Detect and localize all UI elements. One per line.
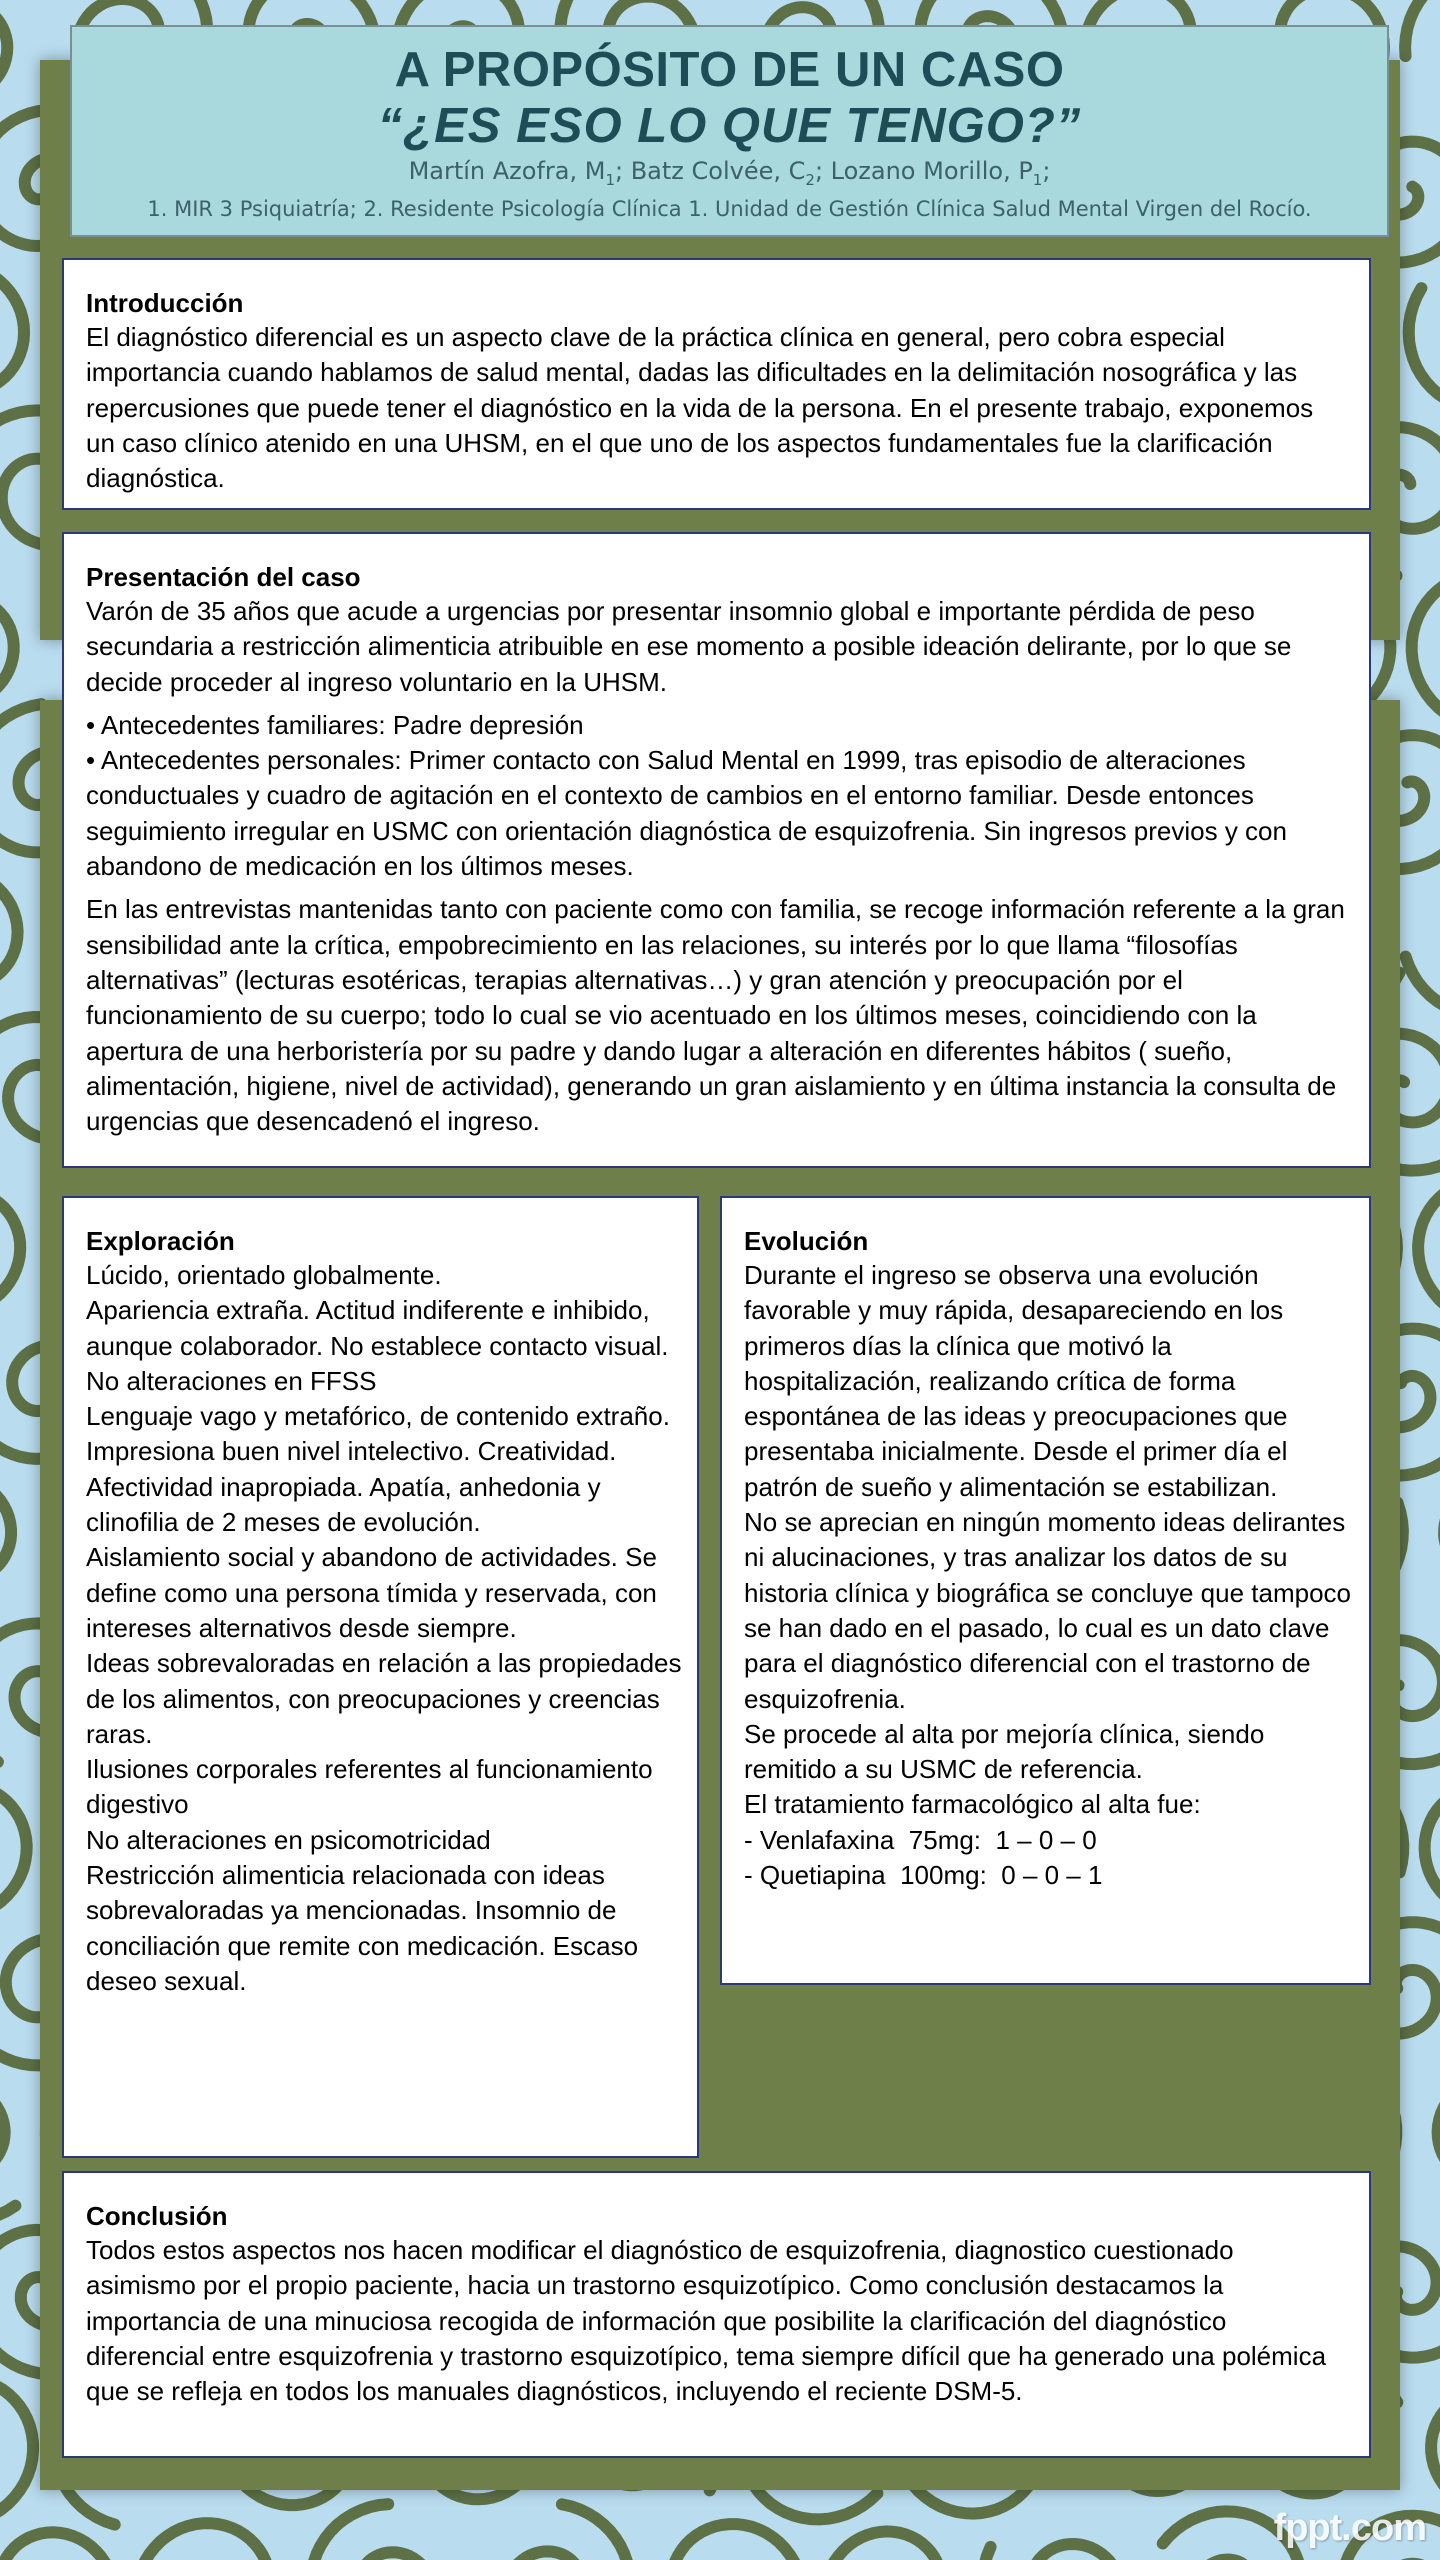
poster-subtitle: “¿ES ESO LO QUE TENGO?”: [377, 99, 1082, 153]
exploracion-heading: Exploración: [86, 1226, 235, 1256]
swirl: [0, 264, 24, 392]
swirl: [1412, 574, 1440, 714]
swirl: [0, 0, 7, 99]
swirl: [311, 2504, 435, 2560]
introduccion-text: El diagnóstico diferencial es un aspecto clave de la práctica clínica en general, pero cobra especial importancia cuando hablamos de salud mental, dadas las dificultades en la delimitación nosográfica y las repercusiones que puede tener el diagnóstico en la vida de la persona. En el presente trabajo, exponemos un caso clínico atenido en una UHSM, en el que uno de los aspectos fundamentales fue la clarificación diagnóstica.: [86, 322, 1314, 494]
swirl: [1418, 1180, 1440, 1324]
author-3: Lozano Morillo, $P_1$;: [830, 157, 1051, 189]
swirl: [0, 1477, 11, 1625]
swirl: [824, 2531, 941, 2560]
exploracion-line: No alteraciones en FFSS: [86, 1365, 377, 1396]
swirl: [504, 2504, 629, 2560]
exploracion-line: Afectividad inapropiada. Apatía, anhedonia y clinofilia de 2 meses de evolución.: [86, 1471, 601, 1538]
evolucion-line: No se aprecian en ningún momento ideas delirantes ni alucinaciones, y tras analizar los datos de su historia clínica y biográfica se concluye que tampoco se han dado en el pasado, lo cual es un dato clave para el diagnóstico diferencial con el trastorno de esquizofrenia.: [744, 1507, 1351, 1714]
evolucion-heading: Evolución: [744, 1226, 869, 1256]
conclusion-section: [62, 2171, 1371, 2458]
evolucion-line: El tratamiento farmacológico al alta fue:: [744, 1789, 1201, 1820]
presentacion-section: [62, 532, 1371, 1168]
swirl: [1431, 2393, 1440, 2511]
presentacion-heading: Presentación del caso: [86, 562, 361, 592]
introduccion-heading: Introducción: [86, 288, 244, 318]
presentacion-text-1: Varón de 35 años que acude a urgencias por presentar insomnio global e importante pérdida de peso secundaria a restricción alimenticia atribuible en ese momento a posible ideación delirante, por lo que se decide proceder al ingreso voluntario en la UHSM.: [86, 596, 1292, 697]
evolucion-line: Se procede al alta por mejoría clínica, siendo remitido a su USMC de referencia.: [744, 1718, 1265, 1785]
swirl: [1405, 0, 1440, 88]
exploracion-line: Apariencia extraña. Actitud indiferente e inhibido, aunque colaborador. No establece contacto visual.: [86, 1295, 669, 1361]
swirl: [0, 1786, 27, 1919]
introduccion-section: [62, 258, 1371, 510]
swirl: [1409, 288, 1440, 409]
swirl: [671, 2524, 803, 2560]
swirl: [0, 564, 14, 706]
presentacion-text-2: En las entrevistas mantenidas tanto con paciente como con familia, se recoge información referente a la gran sensibilidad ante la crítica, empobrecimiento en las relaciones, su interés por lo que llama “filosofías alternativas” (lecturas esotéricas, terapias alternativas…) y gran atención y preocupación por el funcionamiento de su cuerpo; todo lo cual se vio acentuado en los últimos meses, coincidiendo con la apertura de una herboristería por su padre y dando lugar a alteración en diferentes hábitos ( sueño, alimentación, higiene, nivel de actividad), generando un gran aislamiento y en última instancia la consulta de urgencias que desencadenó el ingreso.: [86, 894, 1345, 1137]
treatment-venlafaxina: - Venlafaxina 75mg: 1 – 0 – 0: [744, 1824, 1097, 1855]
affiliations: 1. MIR 3 Psiquiatría; 2. Residente Psicología Clínica 1. Unidad de Gestión Clínica Salud Mental Virgen del Rocío.: [147, 196, 1312, 221]
exploracion-line: Aislamiento social y abandono de actividades. Se define como una persona tímida y reservada, con intereses alternativos desde siempre.: [86, 1542, 657, 1643]
swirl: [0, 2532, 115, 2560]
conclusion-text: Todos estos aspectos nos hacen modificar el diagnóstico de esquizofrenia, diagnostico cuestionado asimismo por el propio paciente, hacia un trastorno esquizotípico. Como conclusión destacamos la importancia de una minuciosa recogida de información que posibilite la clarificación del diagnóstico diferencial entre esquizofrenia y trastorno esquizotípico, tema siempre difícil que ha generado una polémica que se refleja en todos los manuales diagnósticos, incluyendo el reciente DSM-5.: [86, 2235, 1327, 2407]
treatment-quetiapina: - Quetiapina 100mg: 0 – 0 – 1: [744, 1860, 1103, 1891]
exploracion-line: Restricción alimenticia relacionada con ideas sobrevaloradas ya mencionadas. Insomnio de conciliación que remite con medicación. Escaso deseo sexual.: [86, 1860, 639, 1996]
authors-line: [72, 156, 1387, 195]
swirl: [136, 2523, 270, 2560]
exploracion-line: Ilusiones corporales referentes al funcionamiento digestivo: [86, 1754, 653, 1820]
swirl: [0, 2379, 33, 2525]
swirl: [0, 2083, 15, 2221]
exploracion-line: Ideas sobrevaloradas en relación a las propiedades de los alimentos, con preocupaciones y creencias raras.: [86, 1648, 682, 1749]
swirl: [1425, 1787, 1440, 1918]
antecedentes-list: [86, 708, 1347, 884]
exploracion-line: Impresiona buen nivel intelectivo. Creatividad.: [86, 1436, 617, 1467]
antecedentes-familiares: • Antecedentes familiares: Padre depresión: [86, 709, 584, 740]
conclusion-heading: Conclusión: [86, 2201, 228, 2231]
author-2: Batz Colvée, $C_2$;: [630, 157, 831, 189]
swirl: [983, 2544, 1123, 2560]
swirl: [0, 870, 18, 987]
swirl: [0, 1192, 20, 1313]
exploracion-line: Lenguaje vago y metafórico, de contenido extraño.: [86, 1401, 670, 1432]
poster-header: [70, 25, 1389, 237]
exploracion-section: [62, 1196, 699, 2158]
exploracion-line: Lúcido, orientado globalmente.: [86, 1260, 442, 1290]
fppt-watermark: fppt.com: [1273, 2507, 1426, 2549]
swirl: [1406, 889, 1440, 1016]
poster-title: A PROPÓSITO DE UN CASO: [394, 43, 1065, 97]
antecedentes-personales: • Antecedentes personales: Primer contacto con Salud Mental en 1999, tras episodio de alteraciones conductuales y cuadro de agitación en el contexto de cambios en el entorno familiar. Desde entonces seguimiento irregular en USMC con orientación diagnóstica de esquizofrenia. Sin ingresos previos y con abandono de medicación en los últimos meses.: [86, 745, 1287, 882]
exploracion-line: No alteraciones en psicomotricidad: [86, 1824, 491, 1855]
author-1: Martín Azofra, $M_1$;: [408, 157, 631, 189]
evolucion-line: Durante el ingreso se observa una evolución favorable y muy rápida, desapareciendo en los primeros días la clínica que motivó la hospitalización, realizando crítica de forma espontánea de las ideas y preocupaciones que presentaba inicialmente. Desde el primer día el patrón de sueño y alimentación se estabilizan.: [744, 1260, 1288, 1502]
evolucion-section: [720, 1196, 1371, 1985]
